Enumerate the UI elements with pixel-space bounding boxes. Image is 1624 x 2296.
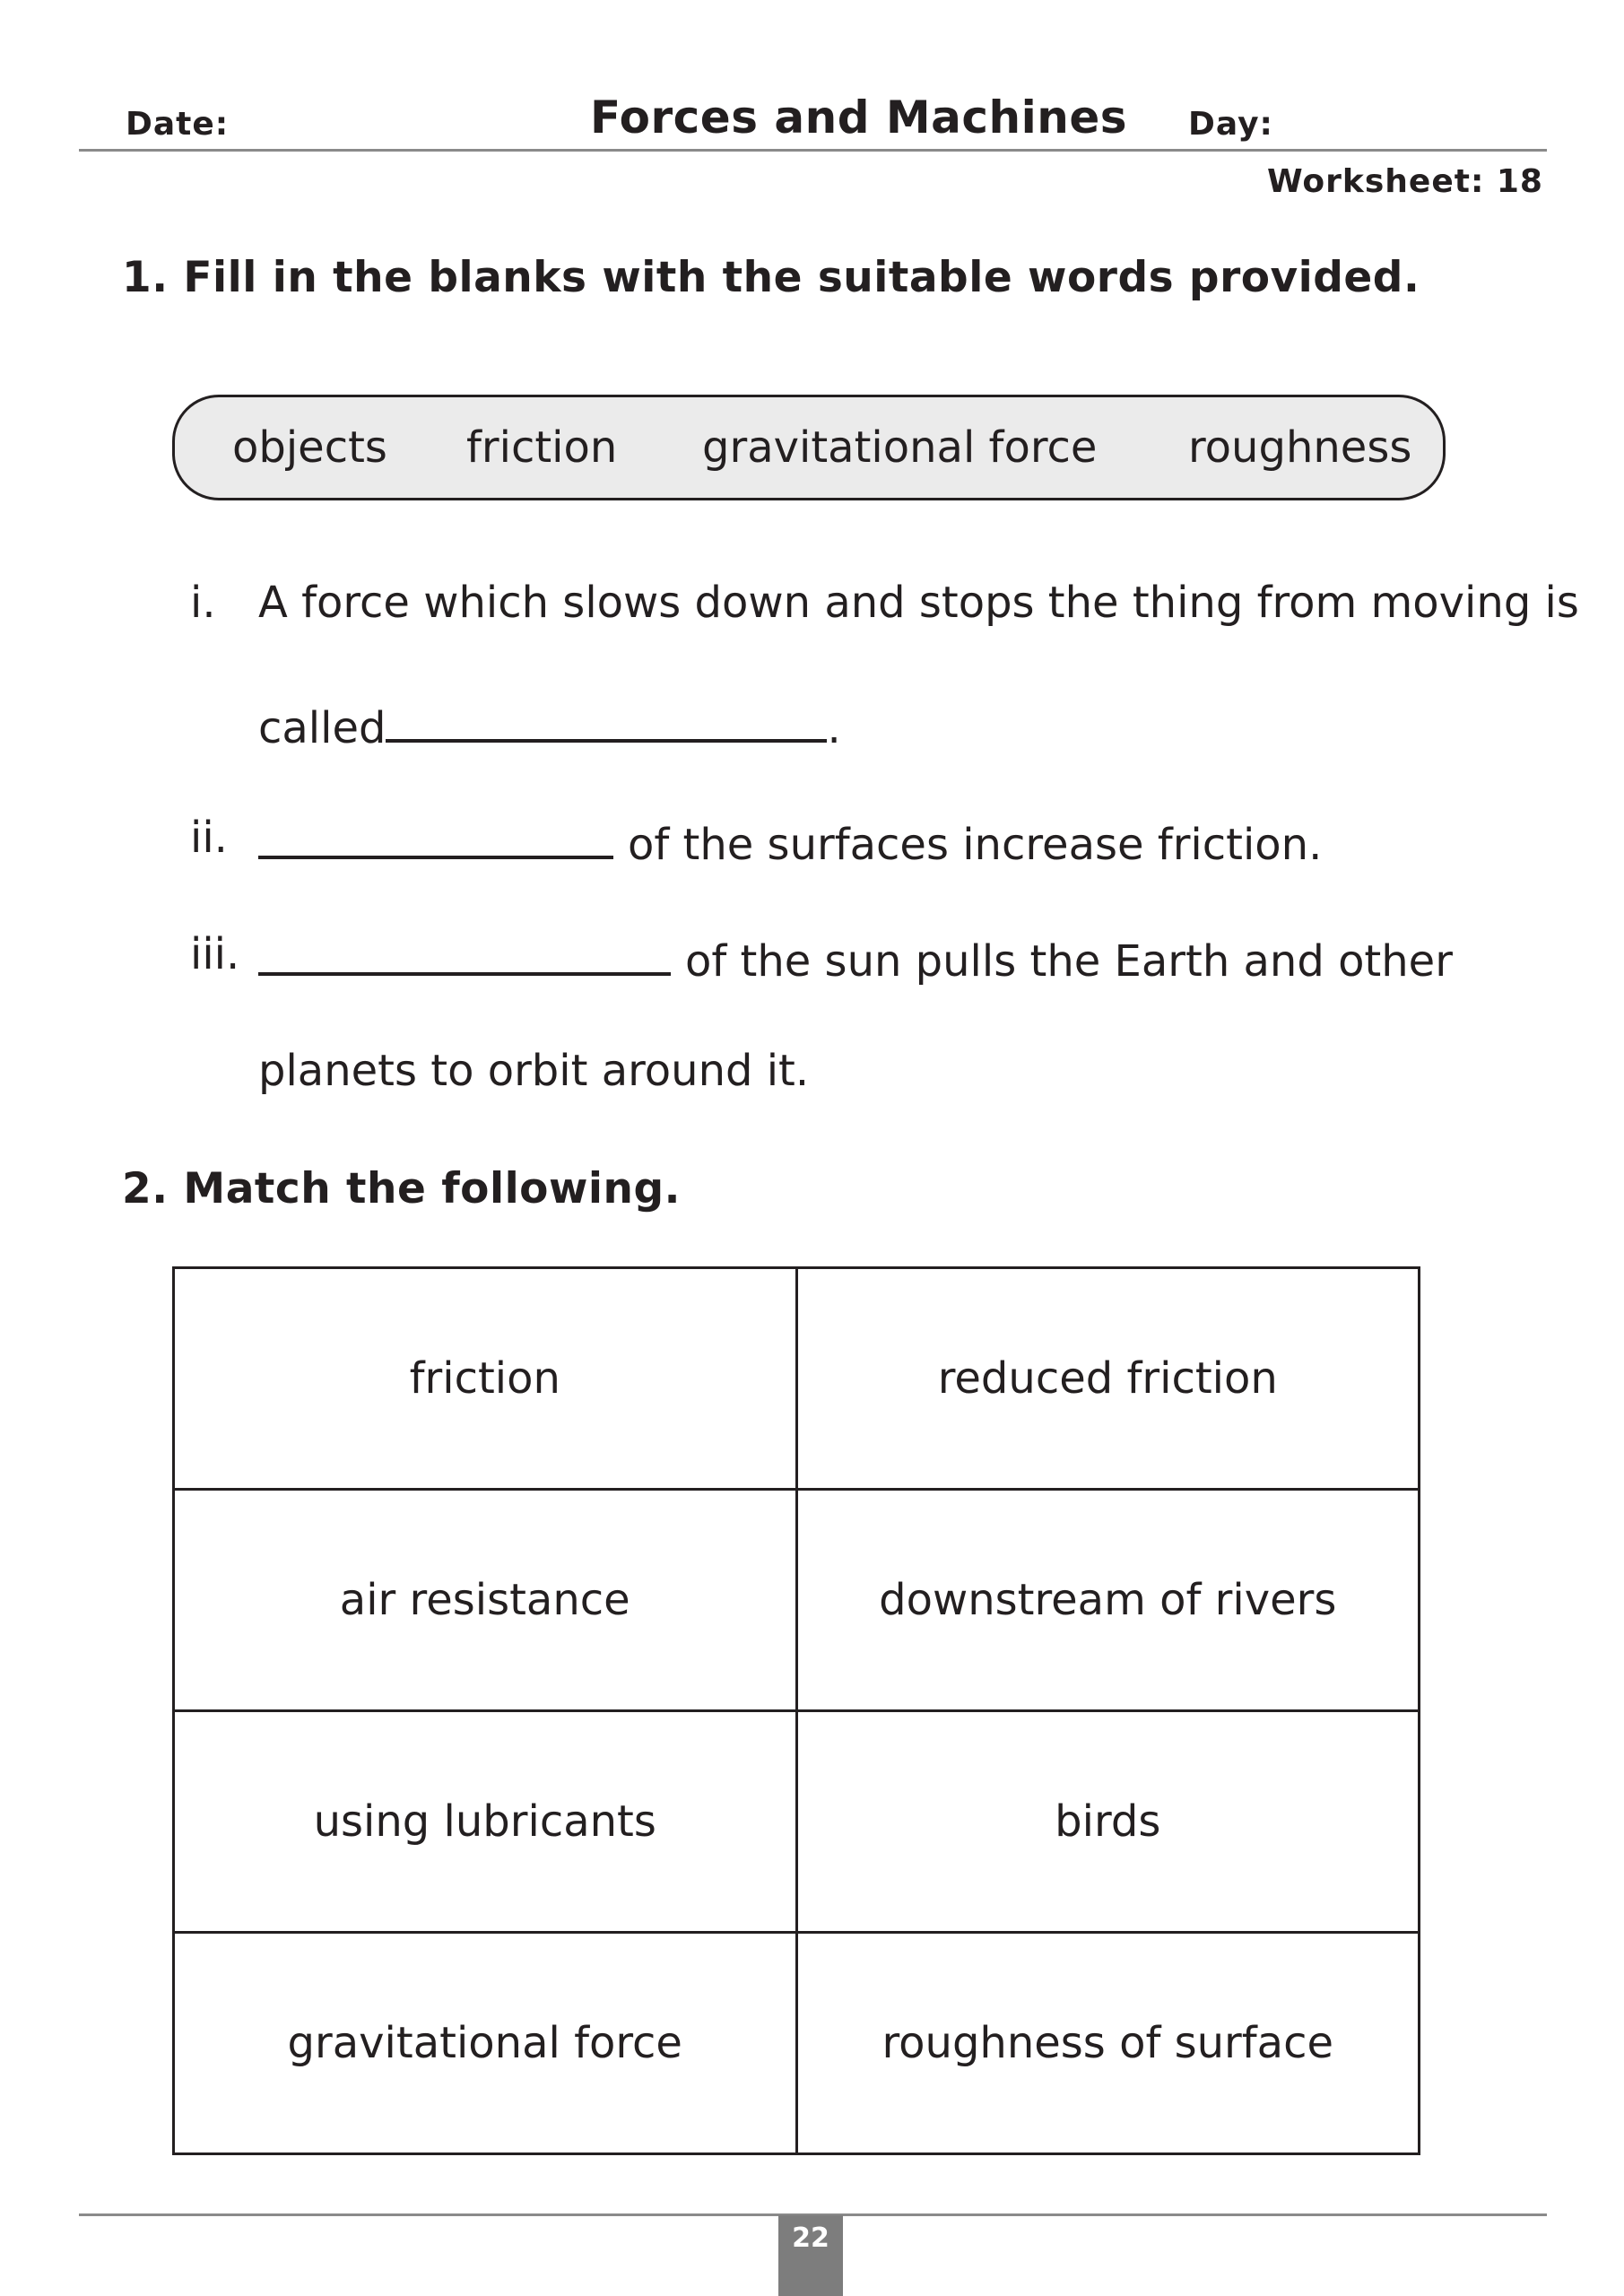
table-row	[174, 1268, 1420, 1490]
answer-blank[interactable]	[386, 696, 827, 743]
match-right-cell[interactable]: birds	[796, 1711, 1420, 1933]
question-2-heading: 2. Match the following.	[122, 1164, 681, 1213]
match-left-cell[interactable]: using lubricants	[174, 1711, 797, 1933]
day-label: Day:	[1188, 106, 1273, 143]
match-left-cell[interactable]: air resistance	[174, 1490, 797, 1711]
item-number: i.	[190, 578, 216, 628]
item-text-line2	[258, 696, 841, 753]
match-right-cell[interactable]: downstream of rivers	[796, 1490, 1420, 1711]
table-row	[174, 1711, 1420, 1933]
match-right-cell[interactable]: roughness of surface	[796, 1933, 1420, 2154]
match-left-cell[interactable]: friction	[174, 1268, 797, 1490]
item-number: ii.	[190, 813, 228, 863]
match-table	[172, 1266, 1420, 2155]
item-text: called	[258, 703, 386, 753]
word-bank-item: roughness	[1188, 422, 1412, 473]
word-bank-item: friction	[466, 422, 618, 473]
item-number: iii.	[190, 929, 240, 979]
answer-blank[interactable]	[258, 813, 613, 859]
question-1-heading: 1. Fill in the blanks with the suitable words provided.	[122, 253, 1420, 302]
answer-blank[interactable]	[258, 929, 671, 976]
word-bank-item: gravitational force	[702, 422, 1098, 473]
item-text-line	[258, 929, 1453, 987]
page-number: 22	[778, 2215, 843, 2296]
header-divider	[79, 149, 1547, 152]
item-text: of the sun pulls the Earth and other	[685, 936, 1453, 987]
word-bank	[172, 395, 1446, 500]
page-title: Forces and Machines	[590, 91, 1128, 144]
item-text: of the surfaces increase friction.	[628, 820, 1323, 870]
worksheet-number: Worksheet: 18	[1267, 163, 1543, 200]
table-row	[174, 1490, 1420, 1711]
item-text: planets to orbit around it.	[258, 1046, 810, 1096]
table-row	[174, 1933, 1420, 2154]
match-right-cell[interactable]: reduced friction	[796, 1268, 1420, 1490]
item-text: .	[827, 703, 841, 753]
item-text-line	[258, 813, 1322, 870]
match-left-cell[interactable]: gravitational force	[174, 1933, 797, 2154]
word-bank-item: objects	[232, 422, 387, 473]
item-text: A force which slows down and stops the thing from moving is	[258, 578, 1579, 628]
date-label: Date:	[126, 106, 230, 143]
